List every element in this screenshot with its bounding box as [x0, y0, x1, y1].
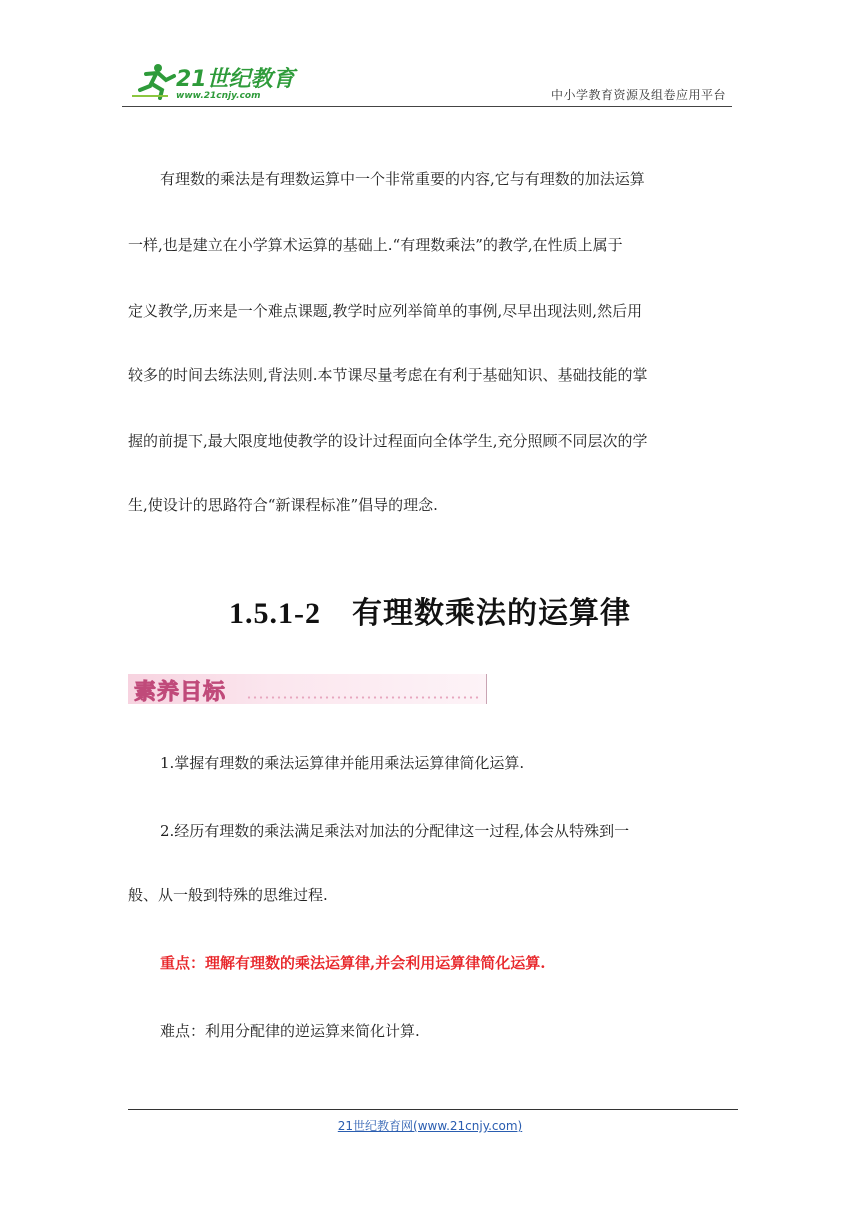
goal-2-line-2: 般、从一般到特殊的思维过程. [128, 886, 328, 904]
banner-label: 素养目标 [134, 680, 227, 704]
intro-line-1: 有理数的乘法是有理数运算中一个非常重要的内容,它与有理数的加法运算 [160, 170, 645, 188]
header-tagline: 中小学教育资源及组卷应用平台 [550, 88, 726, 102]
intro-line-6: 生,使设计的思路符合“新课程标准”倡导的理念. [128, 496, 438, 514]
page-header [122, 56, 732, 107]
logo-url-text: www.21cnjy.com [176, 91, 261, 101]
intro-line-5: 握的前提下,最大限度地使教学的设计过程面向全体学生,充分照顾不同层次的学 [128, 432, 648, 450]
banner-dots-decoration [246, 696, 480, 699]
goal-1: 1.掌握有理数的乘法运算律并能用乘法运算律简化运算. [160, 754, 525, 772]
goal-2-line-1: 2.经历有理数的乘法满足乘法对加法的分配律这一过程,体会从特殊到一 [160, 822, 630, 840]
footer-link[interactable]: 21世纪教育网(www.21cnjy.com) [337, 1119, 523, 1133]
logo-brand-text: 21世纪教育 [176, 67, 295, 92]
runner-logo-icon [128, 60, 298, 102]
intro-line-4: 较多的时间去练法则,背法则.本节课尽量考虑在有利于基础知识、基础技能的掌 [128, 366, 648, 384]
difficulty-point: 难点：利用分配律的逆运算来简化计算. [160, 1022, 420, 1040]
intro-line-3: 定义教学,历来是一个难点课题,教学时应列举简单的事例,尽早出现法则,然后用 [128, 302, 643, 320]
goals-banner [128, 674, 487, 704]
key-point: 重点：理解有理数的乘法运算律,并会利用运算律简化运算. [160, 954, 546, 972]
footer-divider [128, 1109, 738, 1110]
intro-line-2: 一样,也是建立在小学算术运算的基础上.“有理数乘法”的教学,在性质上属于 [128, 236, 623, 254]
site-logo[interactable] [128, 60, 298, 102]
section-title: 1.5.1-2 有理数乘法的运算律 [229, 597, 631, 630]
